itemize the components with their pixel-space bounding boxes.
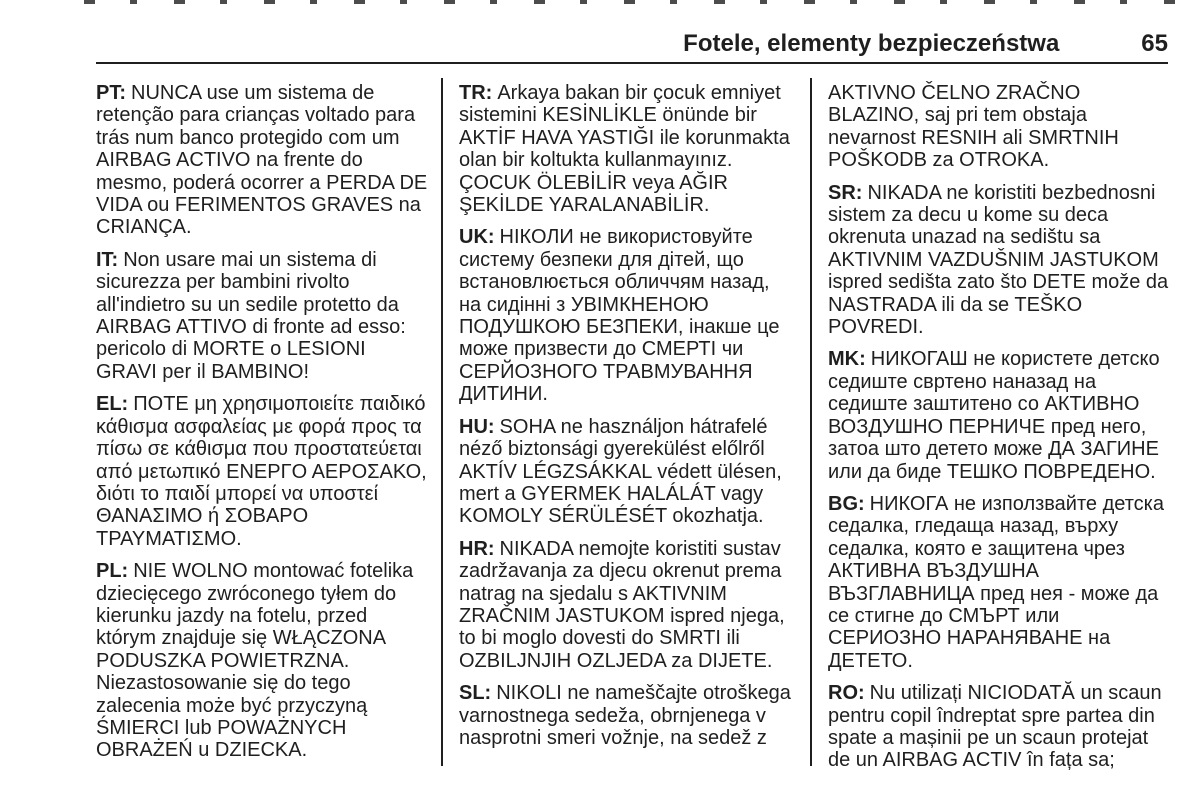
scan-artifact-strip — [84, 0, 1200, 4]
language-code-el: EL: — [96, 393, 129, 416]
warning-text-sl: NIKOLI ne nameščajte otroškega varnostnega sedeža, obrnjenega v nasprotni smeri vožnje, na sedež z — [459, 682, 791, 749]
warning-text-el: ΠΟΤΕ μη χρησιμοποιείτε παιδικό κάθισμα ασφαλείας με φορά προς τα πίσω σε κάθισμα που προστατεύεται από μετωπικό ΕΝΕΡΓΟ ΑΕΡΟΣΑΚΟ, διότι το παιδί μπορεί να υποστεί ΘΑΝΑΣΙΜΟ ή ΣΟΒΑΡΟ ΤΡΑΥΜΑΤΙΣΜΟ. — [96, 393, 427, 550]
warning-paragraph-ro — [828, 682, 1170, 772]
warning-text-pl: NIE WOLNO montować fotelika dziecięcego zwróconego tyłem do kierunku jazdy na fotelu, przed którym znajduje się WŁĄCZONA PODUSZKA POWIETRZNA. Niezastosowanie się do tego zalecenia może być przyczyną ŚMIERCI lub POWAŻNYCH OBRAŻEŃ u DZIECKA. — [96, 560, 414, 762]
warning-text-pt: NUNCA use um sistema de retenção para crianças voltado para trás num banco protegido com um AIRBAG ACTIVO na frente do mesmo, poderá ocorrer a PERDA DE VIDA ou FERIMENTOS GRAVES na CRIANÇA. — [96, 82, 428, 239]
warning-text-sr: NIKADA ne koristiti bezbednosni sistem za decu u kome su deca okrenuta unazad na sedištu sa AKTIVNIM VAZDUŠNIM JASTUKOM ispred sedišta zato što DETE može da NASTRADA ili da se TEŠKO POVREDI. — [828, 181, 1169, 339]
warning-paragraph-hu — [459, 416, 797, 528]
warning-paragraph-pl — [96, 560, 432, 762]
header-rule — [96, 62, 1168, 64]
warning-paragraph-mk — [828, 348, 1170, 482]
warning-text-it: Non usare mai un sistema di sicurezza per bambini rivolto all'indietro su un sedile protetto da AIRBAG ATTIVO di fronte ad esso: pericolo di MORTE o LESIONI GRAVI per il BAMBINO! — [96, 248, 406, 383]
page-number: 65 — [1141, 30, 1168, 57]
language-code-hu: HU: — [459, 415, 495, 438]
warning-paragraph-sl-continued — [828, 82, 1170, 172]
warning-text-uk: НІКОЛИ не використовуйте систему безпеки для дітей, що встановлюється обличчям назад, на сидінні з УВІМКНЕНОЮ ПОДУШКОЮ БЕЗПЕКИ, інакше це може призвести до СМЕРТІ чи СЕРЙОЗНОГО ТРАВМУВАННЯ ДИТИНИ. — [459, 226, 780, 406]
warning-paragraph-it — [96, 249, 432, 383]
page-header — [683, 30, 1168, 58]
language-code-sl: SL: — [459, 682, 492, 705]
warning-paragraph-tr — [459, 82, 797, 216]
language-code-pt: PT: — [96, 82, 126, 104]
warning-text-bg: НИКОГА не използвайте детска седалка, гледаща назад, върху седалка, която е защитена чрез АКТИВНА ВЪЗДУШНА ВЪЗГЛАВНИЦА пред нея - може да се стигне до СМЪРТ или СЕРИОЗНО НАРАНЯВАНЕ на ДЕТЕТО. — [828, 492, 1164, 672]
warning-paragraph-sl — [459, 682, 797, 749]
column-divider-1 — [441, 78, 443, 766]
language-code-uk: UK: — [459, 226, 495, 249]
language-code-sr: SR: — [828, 181, 863, 204]
column-3 — [828, 82, 1170, 782]
warning-text-hu: SOHA ne használjon hátrafelé néző biztonsági gyerekülést előlről AKTÍV LÉGZSÁKKAL védett ülésen, mert a GYERMEK HALÁLÁT vagy KOMOLY SÉRÜLÉSÉT okozhatja. — [459, 415, 782, 528]
column-divider-2 — [810, 78, 812, 766]
language-code-pl: PL: — [96, 560, 129, 583]
page-title: Fotele, elementy bezpieczeństwa — [683, 30, 1060, 57]
warning-paragraph-el — [96, 393, 432, 550]
language-code-bg: BG: — [828, 492, 865, 515]
language-code-mk: MK: — [828, 348, 866, 371]
warning-paragraph-hr — [459, 538, 797, 672]
warning-text-sl-continued: AKTIVNO ČELNO ZRAČNO BLAZINO, saj pri tem obstaja nevarnost RESNIH ali SMRTNIH POŠKODB za OTROKA. — [828, 82, 1119, 172]
warning-text-ro: Nu utilizați NICIODATĂ un scaun pentru copil îndreptat spre partea din spate a mașinii pe un scaun protejat de un AIRBAG ACTIV în fața sa; — [828, 682, 1162, 772]
warning-paragraph-bg — [828, 493, 1170, 672]
warning-text-tr: Arkaya bakan bir çocuk emniyet sistemini KESİNLİKLE önünde bir AKTİF HAVA YASTIĞI ile korunmakta olan bir koltukta kullanmayınız. ÇOCUK ÖLEBİLİR veya AĞIR ŞEKİLDE YARALANABİLİR. — [459, 82, 790, 217]
language-code-tr: TR: — [459, 82, 493, 104]
warning-paragraph-pt — [96, 82, 432, 239]
language-code-hr: HR: — [459, 537, 495, 560]
warning-paragraph-uk — [459, 226, 797, 405]
warning-text-mk: НИКОГАШ не користете детско седиште свртено наназад на седиште заштитено со АКТИВНО ВОЗДУШНО ПЕРНИЧЕ пред него, затоа што детето може ДА ЗАГИНЕ или да биде ТЕШКО ПОВРЕДЕНО. — [828, 348, 1160, 483]
language-code-ro: RO: — [828, 682, 865, 705]
warning-paragraph-sr — [828, 182, 1170, 339]
warning-text-hr: NIKADA nemojte koristiti sustav zadržavanja za djecu okrenut prema natrag na sjedalu s AKTIVNIM ZRAČNIM JASTUKOM ispred njega, to bi moglo dovesti do SMRTI ili OZBILJNJIH OZLJEDA za DIJETE. — [459, 537, 785, 672]
column-1 — [96, 82, 432, 772]
language-code-it: IT: — [96, 248, 119, 271]
column-2 — [459, 82, 797, 759]
